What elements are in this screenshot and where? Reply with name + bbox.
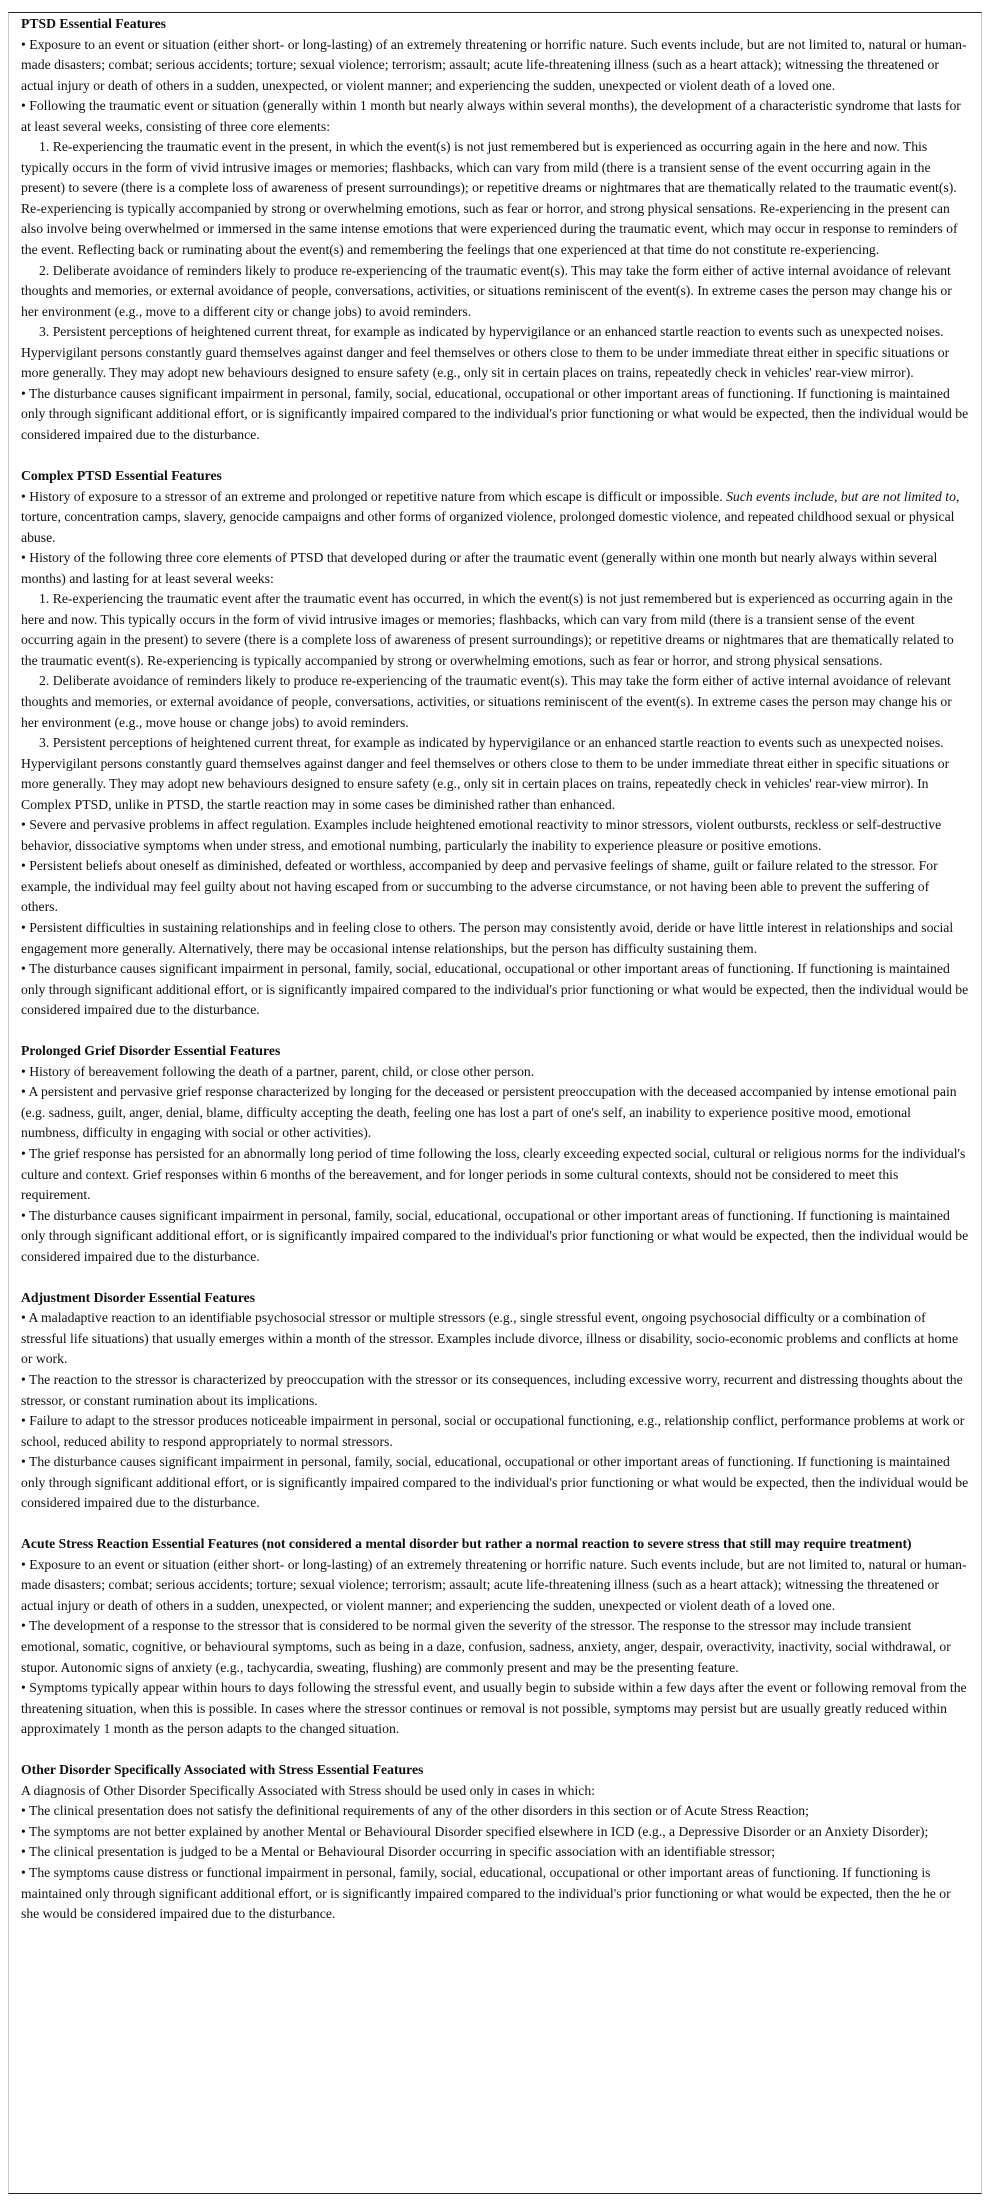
bullet-item: • The disturbance causes significant impairment in personal, family, social, educational, occupational or other important areas of functioning. If functioning is maintained only through significant additional effort, or is significantly impaired compared to the individual's prior functioning or what would be expected, then the individual would be considered impaired due to the disturbance. — [21, 959, 969, 1021]
section-heading: Complex PTSD Essential Features — [21, 467, 222, 483]
bullet-item: • A persistent and pervasive grief response characterized by longing for the deceased or persistent preoccupation with the deceased accompanied by intense emotional pain (e.g. sadness, guilt, anger, denial, blame, difficulty accepting the death, feeling one has lost a part of one's self, an inability to experience positive mood, emotional numbness, difficulty in engaging with social or other activities). — [21, 1082, 969, 1144]
section-heading: Adjustment Disorder Essential Features — [21, 1289, 256, 1305]
bullet-item: • Persistent beliefs about oneself as diminished, defeated or worthless, accompanied by deep and pervasive feelings of shame, guilt or failure related to the stressor. For example, the individual may feel guilty about not having escaped from or succumbing to the adverse circumstance, or not having been able to prevent the suffering of others. — [21, 856, 969, 918]
document-page — [8, 12, 982, 2194]
bullet-item: • Exposure to an event or situation (either short- or long-lasting) of an extremely threatening or horrific nature. Such events include, but are not limited to, natural or human-made disasters; combat; serious accidents; torture; sexual violence; terrorism; assault; acute life-threatening illness (such as a heart attack); witnessing the threatened or actual injury or death of others in a sudden, unexpected, or violent manner; and experiencing the sudden, unexpected or violent death of a loved one. — [21, 35, 969, 97]
bullet-item — [21, 487, 969, 549]
acute-stress-reaction-section — [21, 1534, 969, 1739]
numbered-item: 2. Deliberate avoidance of reminders likely to produce re-experiencing of the traumatic event(s). This may take the form either of active internal avoidance of relevant thoughts and memories, or external avoidance of people, conversations, activities, or situations reminiscent of the event(s). In extreme cases the person may change his or her environment (e.g., move house or change jobs) to avoid reminders. — [21, 673, 952, 730]
bullet-item: • The clinical presentation does not satisfy the definitional requirements of any of the other disorders in this section or of Acute Stress Reaction; — [21, 1801, 969, 1822]
bullet-item: • Exposure to an event or situation (either short- or long-lasting) of an extremely threatening or horrific nature. Such events include, but are not limited to, natural or human-made disasters; combat; serious accidents; torture; sexual violence; terrorism; assault; acute life-threatening illness (such as a heart attack); witnessing the threatened or actual injury or death of others in a sudden, unexpected, or violent manner; and experiencing the sudden, unexpected or violent death of a loved one. — [21, 1555, 969, 1617]
bullet-item: • The disturbance causes significant impairment in personal, family, social, educational, occupational or other important areas of functioning. If functioning is maintained only through significant additional effort, or is significantly impaired compared to the individual's prior functioning or what would be expected, then the individual would be considered impaired due to the disturbance. — [21, 1206, 969, 1268]
bullet-item: • The reaction to the stressor is characterized by preoccupation with the stressor or its consequences, including excessive worry, recurrent and distressing thoughts about the stressor, or constant rumination about its implications. — [21, 1370, 969, 1411]
bullet-item: • A maladaptive reaction to an identifiable psychosocial stressor or multiple stressors (e.g., single stressful event, ongoing psychosocial difficulty or a combination of stressful life situations) that usually emerges within a month of the stressor. Examples include divorce, illness or disability, socio-economic problems and conflicts at home or work. — [21, 1308, 969, 1370]
bullet-item: • History of the following three core elements of PTSD that developed during or after the traumatic event (generally within one month but nearly always within several months) and lasting for at least several weeks: — [21, 548, 969, 589]
bullet-item: • The symptoms cause distress or functional impairment in personal, family, social, educational, occupational or other important areas of functioning. If functioning is maintained only through significant additional effort, or is significantly impaired compared to the individual's prior functioning or what would be expected, then the he or she would be considered impaired due to the disturbance. — [21, 1863, 969, 1925]
bullet-item: • Following the traumatic event or situation (generally within 1 month but nearly always within several months), the development of a characteristic syndrome that lasts for at least several weeks, consisting of three core elements: — [21, 96, 969, 137]
numbered-item: 1. Re-experiencing the traumatic event in the present, in which the event(s) is not just remembered but is experienced as occurring again in the here and now. This typically occurs in the form of vivid intrusive images or memories; flashbacks, which can vary from mild (there is a transient sense of the event occurring again in the present) to severe (there is a complete loss of awareness of present surroundings); or repetitive dreams or nightmares that are thematically related to the traumatic event(s). Re-experiencing is typically accompanied by strong or overwhelming emotions, such as fear or horror, and strong physical sensations. Re-experiencing in the present can also involve being overwhelmed or immersed in the same intense emotions that were experienced during the traumatic event, which may occur in response to reminders of the event. Reflecting back or ruminating about the event(s) and remembering the feelings that one experienced at that time do not constitute re-experiencing. — [21, 139, 958, 258]
bullet-item: • The clinical presentation is judged to be a Mental or Behavioural Disorder occurring in specific association with an identifiable stressor; — [21, 1842, 969, 1863]
bullet-item: • The grief response has persisted for an abnormally long period of time following the loss, clearly exceeding expected social, cultural or religious norms for the individual's culture and context. Grief responses within 6 months of the bereavement, and for longer periods in some cultural contexts, should not be considered to meet this requirement. — [21, 1144, 969, 1206]
other-disorder-section — [21, 1760, 969, 1924]
numbered-item: 3. Persistent perceptions of heightened current threat, for example as indicated by hypervigilance or an enhanced startle reaction to events such as unexpected noises. Hypervigilant persons constantly guard themselves against danger and feel themselves or others close to them to be under immediate threat either in specific situations or more generally. They may adopt new behaviours designed to ensure safety (e.g., only sit in certain places on trains, repeatedly check in vehicles' rear-view mirror). — [21, 324, 950, 381]
bullet-item: • The symptoms are not better explained by another Mental or Behavioural Disorder specified elsewhere in ICD (e.g., a Depressive Disorder or an Anxiety Disorder); — [21, 1822, 969, 1843]
numbered-item: 2. Deliberate avoidance of reminders likely to produce re-experiencing of the traumatic event(s). This may take the form either of active internal avoidance of relevant thoughts and memories, or external avoidance of people, conversations, activities, or situations reminiscent of the event(s). In extreme cases the person may change his or her environment (e.g., move to a different city or change jobs) to avoid reminders. — [21, 262, 952, 319]
section-heading: Prolonged Grief Disorder Essential Features — [21, 1043, 281, 1059]
bullet-text: History of exposure to a stressor of an extreme and prolonged or repetitive nature from which escape is difficult or impossible. — [29, 488, 727, 504]
bullet-emphasis: Such events include, but are not limited to — [726, 488, 956, 504]
bullet-item: • Symptoms typically appear within hours to days following the stressful event, and usually begin to subside within a few days after the event or following removal from the threatening situation, when this is possible. In cases where the stressor continues or removal is not possible, symptoms may persist but are usually greatly reduced within approximately 1 month as the person adapts to the changed situation. — [21, 1678, 969, 1740]
bullet-item: • The disturbance causes significant impairment in personal, family, social, educational, occupational or other important areas of functioning. If functioning is maintained only through significant additional effort, or is significantly impaired compared to the individual's prior functioning or what would be expected, then the individual would be considered impaired due to the disturbance. — [21, 1452, 969, 1514]
prolonged-grief-section — [21, 1041, 969, 1267]
section-heading: Acute Stress Reaction Essential Features (not considered a mental disorder but rather a normal reaction to severe stress that still may require treatment) — [21, 1536, 912, 1552]
ptsd-section — [21, 14, 969, 445]
bullet-item: • Failure to adapt to the stressor produces noticeable impairment in personal, social or occupational functioning, e.g., relationship conflict, performance problems at work or school, reduced ability to respond appropriately to normal stressors. — [21, 1411, 969, 1452]
adjustment-disorder-section — [21, 1288, 969, 1514]
bullet-item: • The disturbance causes significant impairment in personal, family, social, educational, occupational or other important areas of functioning. If functioning is maintained only through significant additional effort, or is significantly impaired compared to the individual's prior functioning or what would be expected, then the individual would be considered impaired due to the disturbance. — [21, 384, 969, 446]
bullet-item: • Persistent difficulties in sustaining relationships and in feeling close to others. The person may consistently avoid, deride or have little interest in relationships and social engagement more generally. Alternatively, there may be occasional intense relationships, but the person has difficulty sustaining them. — [21, 918, 969, 959]
intro-text: A diagnosis of Other Disorder Specifically Associated with Stress should be used only in cases in which: — [21, 1782, 596, 1798]
numbered-item: 1. Re-experiencing the traumatic event after the traumatic event has occurred, in which the event(s) is not just remembered but is experienced as occurring again in the here and now. This typically occurs in the form of vivid intrusive images or memories; flashbacks, which can vary from mild (there is a transient sense of the event occurring again in the present) to severe (there is a complete loss of awareness of present surroundings); or repetitive dreams or nightmares that are thematically related to the traumatic event(s). Re-experiencing is typically accompanied by strong or overwhelming emotions, such as fear or horror, and strong physical sensations. — [21, 591, 954, 668]
bullet-item: • The development of a response to the stressor that is considered to be normal given the severity of the stressor. The response to the stressor may include transient emotional, somatic, cognitive, or behavioural symptoms, such as being in a daze, confusion, sadness, anxiety, anger, despair, overactivity, inactivity, social withdrawal, or stupor. Autonomic signs of anxiety (e.g., tachycardia, sweating, flushing) are commonly present and may be the presenting feature. — [21, 1616, 969, 1678]
complex-ptsd-section — [21, 466, 969, 1021]
section-heading: Other Disorder Specifically Associated with Stress Essential Features — [21, 1762, 424, 1778]
numbered-item: 3. Persistent perceptions of heightened current threat, for example as indicated by hypervigilance or an enhanced startle reaction to events such as unexpected noises. Hypervigilant persons constantly guard themselves against danger and feel themselves or others close to them to be under immediate threat either in specific situations or more generally. They may adopt new behaviours designed to ensure safety (e.g., only sit in certain places on trains, repeatedly check in vehicles' rear-view mirror). In Complex PTSD, unlike in PTSD, the startle reaction may in some cases be diminished rather than enhanced. — [21, 735, 950, 812]
section-heading: PTSD Essential Features — [21, 16, 166, 31]
bullet-item: • Severe and pervasive problems in affect regulation. Examples include heightened emotional reactivity to minor stressors, violent outbursts, reckless or self-destructive behavior, dissociative symptoms when under stress, and emotional numbing, particularly the inability to experience pleasure or positive emotions. — [21, 815, 969, 856]
bullet-item: • History of bereavement following the death of a partner, parent, child, or close other person. — [21, 1062, 969, 1083]
bullet-text: , torture, concentration camps, slavery, genocide campaigns and other forms of organized violence, prolonged domestic violence, and repeated childhood sexual or physical abuse. — [21, 488, 960, 545]
